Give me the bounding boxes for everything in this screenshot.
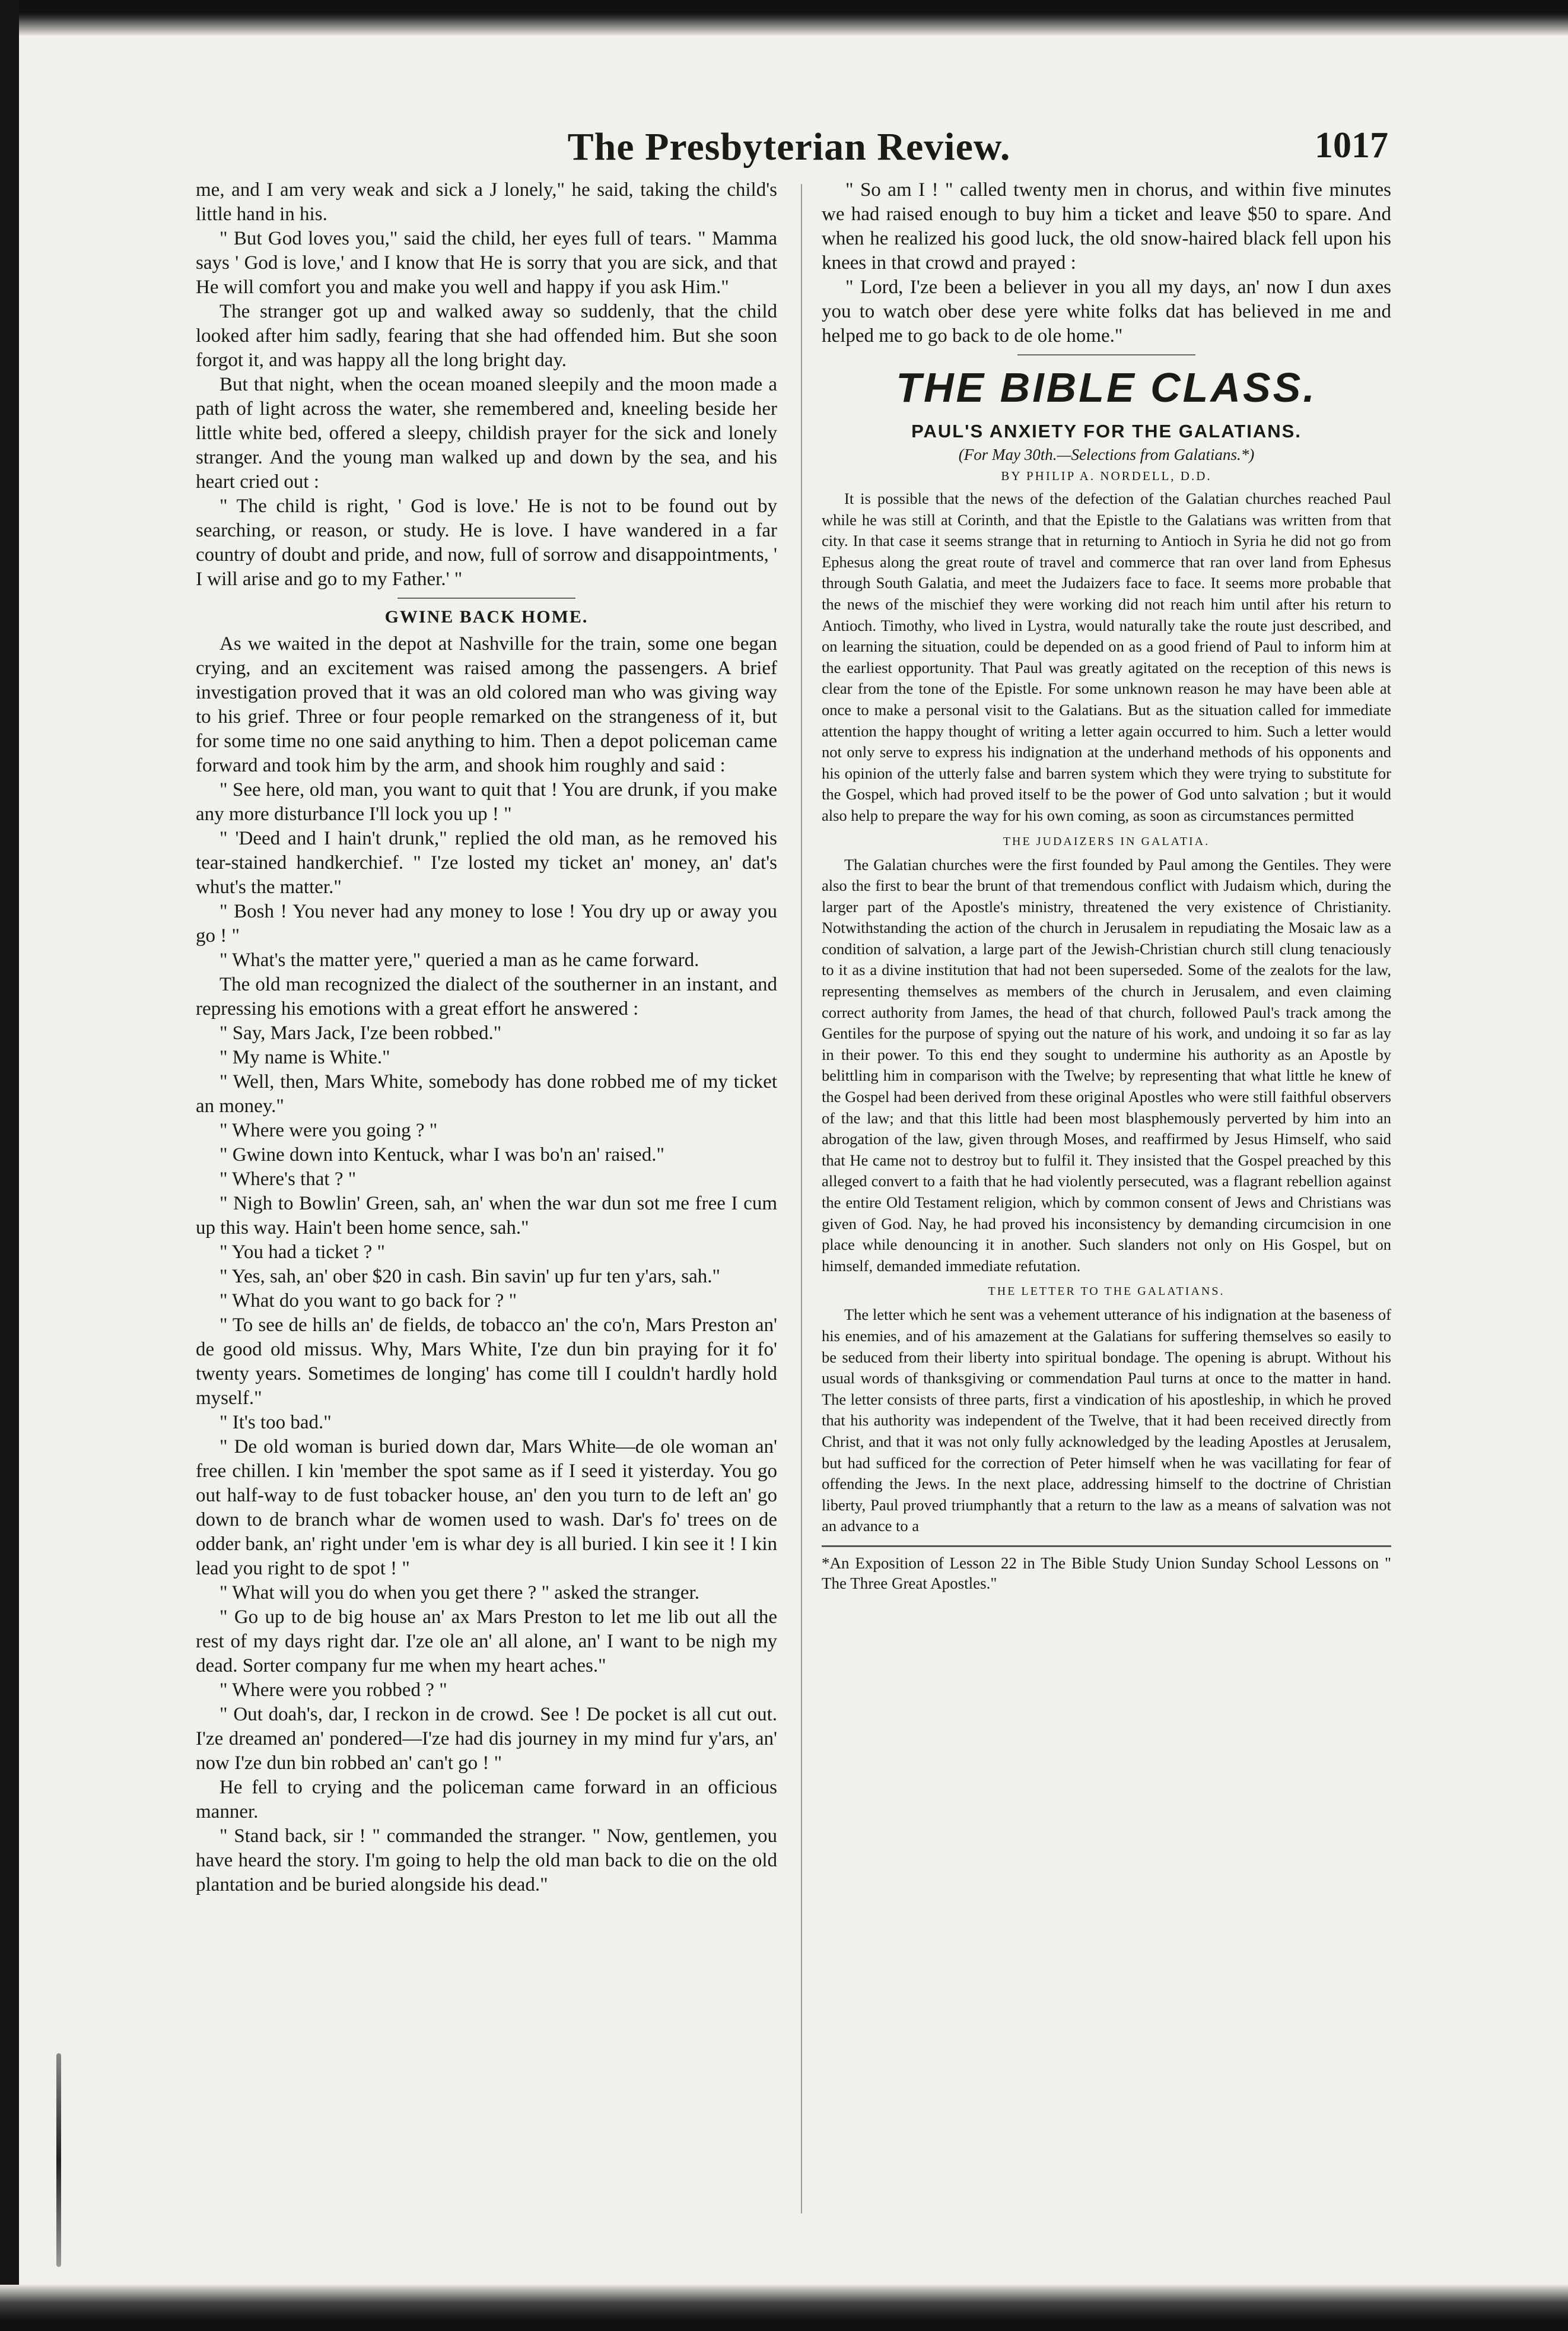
paragraph: The old man recognized the dialect of the southerner in an instant, and repressing his emotions with a great effort he answered : xyxy=(196,974,777,1020)
column-divider xyxy=(801,184,802,2214)
page-header xyxy=(190,119,1388,172)
paragraph: " De old woman is buried down dar, Mars White—de ole woman an' free chillen. I kin 'member the spot same as if I seed it yisterday. You go out half-way to de fust tobacker house, an' den you turn to de left an' go down to de branch whar de women used to wash. Dar's fo' trees on de odder bank, an' right under 'em is whar dey is all buried. I kin see it ! I kin lead you right to de spot ! " xyxy=(196,1436,777,1579)
paragraph: As we waited in the depot at Nashville for the train, some one began crying, and an excitement was raised among the passengers. A brief investigation proved that it was an old colored man who was giving way to his grief. Three or four people remarked on the strangeness of it, but for some time no one said anything to him. Then a depot policeman came forward and took him by the arm, and shook him roughly and said : xyxy=(196,633,777,776)
publication-title: The Presbyterian Review. xyxy=(567,125,1011,169)
byline: BY PHILIP A. NORDELL, D.D. xyxy=(1001,469,1212,483)
scan-edge-top xyxy=(0,0,1568,36)
story-continuation xyxy=(196,178,777,592)
paragraph: " Yes, sah, an' ober $20 in cash. Bin savin' up fur ten y'ars, sah." xyxy=(220,1266,720,1287)
section-heading-letter: THE LETTER TO THE GALATIANS. xyxy=(988,1285,1225,1298)
paragraph: The letter which he sent was a vehement utterance of his indignation at the baseness of his enemies, and of his amazement at the Galatians for suffering themselves so easily to be seduced from their liberty into spiritual bondage. The opening is abrupt. Without his usual words of thanksgiving or commendation Paul turns at once to the matter in hand. The letter consists of three parts, first a vindication of his apostleship, in which he proved that his authority was independent of the Twelve, that it had been received directly from Christ, and that it was not only fully acknowledged by the leading Apostles at Jerusalem, but had sufficed for the correction of Peter himself when he was vacillating for fear of offending the Jews. In the next place, addressing himself to the doctrine of Christian liberty, Paul proved triumphantly that a return to the law as a means of salvation was not an advance to a xyxy=(822,1306,1391,1535)
paragraph: " Where were you robbed ? " xyxy=(220,1679,447,1701)
paragraph: " Go up to de big house an' ax Mars Preston to let me lib out all the rest of my days right dar. I'ze ole an' all alone, an' I want to be nigh my dead. Sorter company fur me when my heart aches." xyxy=(196,1606,777,1676)
paragraph: " See here, old man, you want to quit that ! You are drunk, if you make any more disturbance I'll lock you up ! " xyxy=(196,779,777,825)
section-title: GWINE BACK HOME. xyxy=(384,607,589,627)
judaizers-section xyxy=(822,855,1391,1277)
article-title: PAUL'S ANXIETY FOR THE GALATIANS. xyxy=(911,421,1302,442)
paragraph: It is possible that the news of the defection of the Galatian churches reached Paul while he was still at Corinth, and that the Epistle to the Galatians was written from that city. In that case it seems strange that in returning to Antioch in Syria he did not go from Ephesus along the great route of travel and commerce that ran over land from Ephesus through South Galatia, and meet the Judaizers face to face. It seems more probable that the news of the mischief they were working did not reach him until after his return to Antioch. Timothy, who lived in Lystra, would naturally take the route just described, and on learning the situation, could be depended on as a good friend of Paul to inform him at the earliest opportunity. That Paul was greatly agitated on the reception of this news is clear from the tone of the Epistle. For some unknown reason he may have been able at once to make a personal visit to the Galatians. But as the situation called for immediate attention the happy thought of writing a letter again occurred to him. Such a letter would not only serve to express his indignation at the underhand methods of his opponents and his opinion of the utterly false and barren system which they were trying to substitute for the Gospel, which had proved itself to be the power of God unto salvation ; but it would also help to prepare the way for his own coming, as soon as circumstances permitted xyxy=(822,490,1391,824)
paragraph: " Lord, I'ze been a believer in you all my days, an' now I dun axes you to watch ober dese yere white folks dat has believed in me and helped me to go back to de ole home." xyxy=(822,277,1391,347)
paragraph: " So am I ! " called twenty men in chorus, and within five minutes we had raised enough to buy him a ticket and leave $50 to spare. And when he realized his good luck, the old snow-haired black fell upon his knees in that crowd and prayed : xyxy=(822,179,1391,274)
section-heading-judaizers: THE JUDAIZERS IN GALATIA. xyxy=(1003,834,1210,848)
section-divider xyxy=(1017,354,1195,355)
paragraph: " You had a ticket ? " xyxy=(220,1241,385,1263)
paragraph: The Galatian churches were the first founded by Paul among the Gentiles. They were also the first to bear the brunt of that tremendous conflict with Judaism which, during the larger part of the Apostle's ministry, threatened the very existence of Christianity. Notwithstanding the action of the church in Jerusalem in repudiating the Mosaic law as a condition of salvation, a large part of the Jewish-Christian church still clung tenaciously to it as a divine institution that had not been superseded. Some of the zealots for the law, representing themselves as members of the church in Jerusalem, and even claiming correct authority from James, the head of that church, followed Paul's track among the Gentiles for the purpose of spying out the nature of his work, and undoing it so far as lay in their power. To this end they sought to undermine his authority as an Apostle by belittling him in comparison with the Twelve; by representing that what little he knew of the Gospel had been derived from these original Apostles who were still faithful observers of the law; and that this little had been most blasphemously perverted by him into an abrogation of the law, given through Moses, and reaffirmed by Jesus Himself, who said that He came not to destroy but to fulfil it. They insisted that the Gospel preached by this alleged convert to a faith that he had violently persecuted, was a flagrant rebellion against the entire Old Testament religion, which by common consent of Jews and Christians was given of God. Nay, he had proved his inconsistency by demanding circumcision in one place while denouncing it in another. Such slanders not only on His Gospel, but on himself, demanded immediate refutation. xyxy=(822,855,1391,1275)
paragraph: " What do you want to go back for ? " xyxy=(220,1290,517,1311)
paragraph: me, and I am very weak and sick a J lonely," he said, taking the child's little hand in his. xyxy=(196,179,777,225)
margin-mark xyxy=(56,2053,61,2267)
footnote: *An Exposition of Lesson 22 in The Bible Study Union Sunday School Lessons on " The Three Great Apostles." xyxy=(822,1554,1391,1592)
paragraph: " What will you do when you get there ? " asked the stranger. xyxy=(220,1582,699,1603)
paragraph: " To see de hills an' de fields, de tobacco an' the co'n, Mars Preston an' de good old missus. Why, Mars White, I'ze dun bin praying for it fo' twenty years. Sometimes de longing' has come till I couldn't hardly hold myself." xyxy=(196,1314,777,1409)
paragraph: " Where were you going ? " xyxy=(220,1120,438,1141)
paragraph: " It's too bad." xyxy=(220,1412,332,1433)
paragraph: " The child is right, ' God is love.' He is not to be found out by searching, or reason, or study. He is love. I have wandered in a far country of doubt and pride, and now, full of sorrow and disappointments, ' I will arise and go to my Father.' " xyxy=(196,496,777,590)
article-subtitle: (For May 30th.—Selections from Galatians.*) xyxy=(958,446,1255,463)
page-number: 1017 xyxy=(1315,125,1388,166)
paragraph: " Say, Mars Jack, I'ze been robbed." xyxy=(220,1022,502,1044)
footnote-rule xyxy=(822,1545,1391,1547)
paragraph: " Nigh to Bowlin' Green, sah, an' when the war dun sot me free I cum up this way. Hain't been home sence, sah." xyxy=(196,1193,777,1238)
scan-edge-left xyxy=(0,0,19,2331)
department-title: THE BIBLE CLASS. xyxy=(896,364,1317,411)
paragraph: " Where's that ? " xyxy=(220,1168,357,1190)
paragraph: " Out doah's, dar, I reckon in de crowd. See ! De pocket is all cut out. I'ze dreamed an' pondered—I'ze had dis journey in my mind fur y'ars, an' now I'ze dun bin robbed an' can't go ! " xyxy=(196,1704,777,1774)
paragraph: The stranger got up and walked away so suddenly, that the child looked after him sadly, fearing that she had offended him. But she soon forgot it, and was happy all the long bright day. xyxy=(196,301,777,371)
paragraph: " Stand back, sir ! " commanded the stranger. " Now, gentlemen, you have heard the story. I'm going to help the old man back to die on the old plantation and be buried alongside his dead." xyxy=(196,1825,777,1895)
scan-edge-bottom xyxy=(0,2285,1568,2331)
paragraph: " 'Deed and I hain't drunk," replied the old man, as he removed his tear-stained handkerchief. " I'ze losted my ticket an' money, an' dat's whut's the matter." xyxy=(196,828,777,898)
paragraph: " My name is White." xyxy=(220,1047,390,1068)
story-conclusion xyxy=(822,178,1391,348)
paragraph: He fell to crying and the policeman came forward in an officious manner. xyxy=(196,1777,777,1822)
paragraph: " What's the matter yere," queried a man as he came forward. xyxy=(220,949,699,971)
paragraph: But that night, when the ocean moaned sleepily and the moon made a path of light across the water, she remembered and, kneeling beside her little white bed, offered a sleepy, childish prayer for the sick and lonely stranger. And the young man walked up and down by the sea, and his heart cried out : xyxy=(196,374,777,493)
letter-section xyxy=(822,1304,1391,1537)
article-body xyxy=(822,488,1391,827)
gwine-back-home-article xyxy=(196,632,777,1897)
section-divider xyxy=(397,598,575,599)
paragraph: " Bosh ! You never had any money to lose ! You dry up or away you go ! " xyxy=(196,901,777,947)
left-column xyxy=(196,178,777,1897)
paragraph: " Well, then, Mars White, somebody has done robbed me of my ticket an money." xyxy=(196,1071,777,1117)
right-column xyxy=(822,178,1391,1593)
paragraph: " But God loves you," said the child, her eyes full of tears. " Mamma says ' God is love,' and I know that He is sorry that you are sick, and that He will comfort you and make you well and happy if you ask Him." xyxy=(196,228,777,298)
paragraph: " Gwine down into Kentuck, whar I was bo'n an' raised." xyxy=(220,1144,664,1166)
